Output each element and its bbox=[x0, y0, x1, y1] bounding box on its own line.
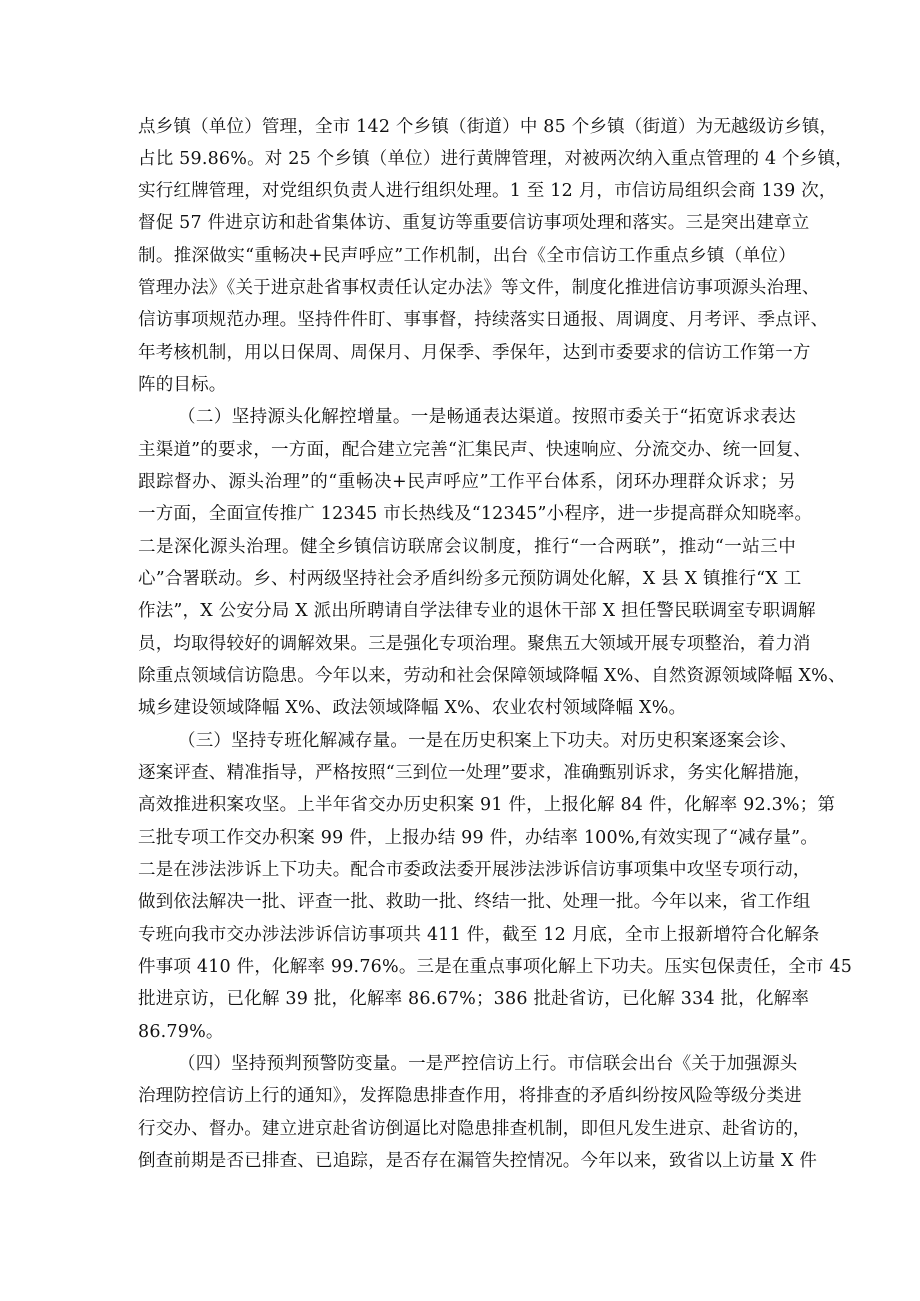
text-line: 专班向我市交办涉法涉诉信访事项共 411 件，截至 12 月底，全市上报新增符合化解条 bbox=[138, 925, 820, 945]
text-line: 做到依法解决一批、评查一批、救助一批、终结一批、处理一批。今年以来，省工作组 bbox=[138, 892, 811, 912]
text-line: 行交办、督办。建立进京赴省访倒逼比对隐患排查机制，即但凡发生进京、赴省访的， bbox=[138, 1119, 811, 1139]
text-line: 员，均取得较好的调解效果。三是强化专项治理。聚焦五大领域开展专项整治，着力消 bbox=[138, 634, 811, 654]
text-line: 心”合署联动。乡、村两级坚持社会矛盾纠纷多元预防调处化解，X 县 X 镇推行“X 工 bbox=[138, 569, 802, 589]
text-line: 年考核机制，用以日保周、周保月、月保季、季保年，达到市委要求的信访工作第一方 bbox=[138, 343, 811, 363]
paragraph-heading-line: （二）坚持源头化解控增量。一是畅通表达渠道。按照市委关于“拓宽诉求表达 bbox=[178, 407, 796, 427]
text-line: 主渠道”的要求，一方面，配合建立完善“汇集民声、快速响应、分流交办、统一回复、 bbox=[138, 440, 812, 460]
text-line: 一方面，全面宣传推广 12345 市长热线及“12345”小程序，进一步提高群众知晓率。 bbox=[138, 504, 813, 524]
text-line: 86.79%。 bbox=[138, 1022, 224, 1042]
text-line: 件事项 410 件，化解率 99.76%。三是在重点事项化解上下功夫。压实包保责任，全市 45 bbox=[138, 957, 853, 977]
text-line: 制。推深做实“重畅决+民声呼应”工作机制，出台《全市信访工作重点乡镇（单位） bbox=[138, 246, 796, 266]
text-line: 占比 59.86%。对 25 个乡镇（单位）进行黄牌管理，对被两次纳入重点管理的 4 个乡镇， bbox=[138, 149, 853, 169]
paragraph-heading-line: （三）坚持专班化解减存量。一是在历史积案上下功夫。对历史积案逐案会诊、 bbox=[178, 731, 798, 751]
text-line: 高效推进积案攻坚。上半年省交办历史积案 91 件，上报化解 84 件，化解率 92.3%；第 bbox=[138, 795, 836, 815]
text-line: 作法”，X 公安分局 X 派出所聘请自学法律专业的退休干部 X 担任警民联调室专职调解 bbox=[138, 601, 816, 621]
text-line: 阵的目标。 bbox=[138, 375, 227, 395]
text-line: 倒查前期是否已排查、已追踪，是否存在漏管失控情况。今年以来，致省以上访量 X 件 bbox=[138, 1151, 818, 1171]
text-line: 城乡建设领域降幅 X%、政法领域降幅 X%、农业农村领域降幅 X%。 bbox=[138, 698, 687, 718]
text-line: 督促 57 件进京访和赴省集体访、重复访等重要信访事项处理和落实。三是突出建章立 bbox=[138, 213, 810, 233]
text-line: 二是深化源头治理。健全乡镇信访联席会议制度，推行“一合两联”，推动“一站三中 bbox=[138, 537, 796, 557]
text-line: 实行红牌管理，对党组织负责人进行组织处理。1 至 12 月，市信访局组织会商 139 次， bbox=[138, 181, 837, 201]
text-line: 除重点领域信访隐患。今年以来，劳动和社会保障领域降幅 X%、自然资源领域降幅 X%、 bbox=[138, 666, 846, 686]
text-line: 逐案评查、精准指导，严格按照“三到位一处理”要求，准确甄别诉求，务实化解措施， bbox=[138, 763, 812, 783]
text-line bbox=[138, 1177, 796, 1209]
paragraph-heading-line: （四）坚持预判预警防变量。一是严控信访上行。市信联会出台《关于加强源头 bbox=[178, 1054, 798, 1074]
text-line: 点乡镇（单位）管理，全市 142 个乡镇（街道）中 85 个乡镇（街道）为无越级访乡镇， bbox=[138, 117, 838, 137]
text-line: 跟踪督办、源头治理”的“重畅决+民声呼应”工作平台体系，闭环办理群众诉求；另 bbox=[138, 472, 796, 492]
text-line: 管理办法》《关于进京赴省事权责任认定办法》等文件，制度化推进信访事项源头治理、 bbox=[138, 278, 820, 298]
text-line: 二是在涉法涉诉上下功夫。配合市委政法委开展涉法涉诉信访事项集中攻坚专项行动， bbox=[138, 860, 811, 880]
text-line: 信访事项规范办理。坚持件件盯、事事督，持续落实日通报、周调度、月考评、季点评、 bbox=[138, 310, 829, 330]
text-line: 批进京访，已化解 39 批，化解率 86.67%；386 批赴省访，已化解 334 批，化解率 bbox=[138, 989, 810, 1009]
text-line: 三批专项工作交办积案 99 件，上报办结 99 件，办结率 100%,有效实现了“减存量”。 bbox=[138, 828, 819, 848]
text-line: 治理防控信访上行的通知》，发挥隐患排查作用，将排查的矛盾纠纷按风险等级分类进 bbox=[138, 1086, 802, 1106]
